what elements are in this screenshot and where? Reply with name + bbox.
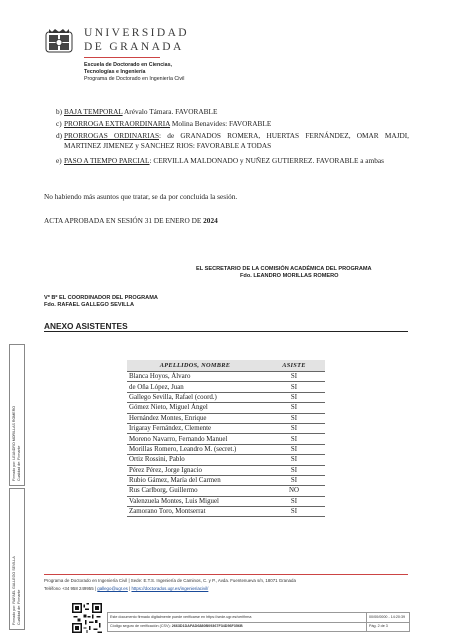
- table-row: [127, 382, 325, 392]
- footer-website-link[interactable]: https://doctorados.ugr.es/ingenieriacivil/: [131, 586, 209, 591]
- footer-contact: [44, 586, 208, 591]
- table-row: [127, 486, 325, 496]
- attendee-name: Hernández Montes, Enrique: [127, 413, 263, 423]
- attendance-value: SI: [263, 475, 325, 485]
- coordinator-name: Fdo. RAFAEL GALLEGO SEVILLA: [44, 302, 135, 308]
- signature-strip-role: Cualidad de: Firmante: [17, 589, 21, 625]
- attendance-value: SI: [263, 507, 325, 517]
- attendee-name: Morillas Romero, Leandro M. (secret.): [127, 444, 263, 454]
- table-row: [127, 434, 325, 444]
- attendance-value: SI: [263, 496, 325, 506]
- item-text: Arévalo Támara. FAVORABLE: [122, 107, 218, 116]
- item-label: PRORROGAS ORDINARIAS: [64, 131, 160, 140]
- table-row: [127, 403, 325, 413]
- attendee-name: Valenzuela Montes, Luis Miguel: [127, 496, 263, 506]
- approval-line: [44, 216, 218, 225]
- attendee-name: Gómez Nieto, Miguel Ángel: [127, 403, 263, 413]
- attendee-name: Ortiz Rossini, Pablo: [127, 455, 263, 465]
- attendee-name: de Oña López, Juan: [127, 382, 263, 392]
- list-item: [56, 119, 409, 129]
- attendee-name: Rubio Gámez, María del Carmen: [127, 475, 263, 485]
- university-crest-logo: [44, 26, 74, 56]
- attendance-value: SI: [263, 392, 325, 402]
- header-divider: [84, 57, 160, 58]
- attendance-value: SI: [263, 455, 325, 465]
- footer-phone: Teléfono +34 958 249955 |: [44, 586, 97, 591]
- attendance-value: SI: [263, 372, 325, 382]
- attendance-value: SI: [263, 434, 325, 444]
- list-item: [56, 156, 409, 166]
- verification-csv-label: Código seguro de verificación (CSV):: [110, 624, 172, 628]
- list-marker: c): [56, 119, 62, 128]
- page-number: Pág. 2 de 3: [369, 624, 388, 628]
- column-header-attends: ASISTE: [263, 360, 325, 372]
- secretary-name: Fdo. LEANDRO MORILLAS ROMERO: [240, 273, 339, 279]
- university-name-line2: DE GRANADA: [84, 41, 184, 53]
- table-row: [127, 372, 325, 382]
- footer-separator: |: [129, 586, 131, 591]
- item-text: : de GRANADOS ROMERA, HUERTAS FERNÁNDEZ, OMAR MAJDI, MARTINEZ JIMENEZ y SANCHEZ RIOS: FAVORABLE A TODAS: [64, 131, 409, 150]
- signature-strip-coordinator: [9, 488, 25, 630]
- item-label: PASO A TIEMPO PARCIAL: [64, 156, 150, 165]
- attendance-value: SI: [263, 413, 325, 423]
- annex-divider: [44, 331, 408, 332]
- list-marker: b): [56, 107, 63, 116]
- footer-address: Programa de Doctorado en Ingeniería Civil | Sede: E.T.S. Ingeniería de Caminos, C. y P., Avda. Fuentenueva s/n, 18071 Granada: [44, 578, 296, 583]
- school-name-line2: Tecnologías e Ingeniería: [84, 69, 146, 75]
- attendee-name: Rus Carlborg, Guillermo: [127, 486, 263, 496]
- attendance-value: SI: [263, 444, 325, 454]
- item-label: BAJA TEMPORAL: [64, 107, 123, 116]
- verification-box: [107, 612, 410, 632]
- attendee-name: Pérez Pérez, Jorge Ignacio: [127, 465, 263, 475]
- table-row: [127, 444, 325, 454]
- table-row: [127, 413, 325, 423]
- coordinator-title: Vº Bº EL COORDINADOR DEL PROGRAMA: [44, 295, 158, 301]
- attendance-value: SI: [263, 382, 325, 392]
- list-item: [56, 107, 409, 117]
- qr-code-icon: [72, 603, 102, 633]
- verification-date: 00/00/0000 - 14:20:39: [369, 615, 406, 619]
- attendance-value: SI: [263, 403, 325, 413]
- program-name: Programa de Doctorado en Ingeniería Civil: [84, 76, 185, 82]
- attendee-name: Blanca Hoyos, Álvaro: [127, 372, 263, 382]
- item-label: PRORROGA EXTRAORDINARIA: [64, 119, 171, 128]
- list-item: [56, 131, 409, 151]
- approval-year: 2024: [203, 216, 218, 225]
- table-row: [127, 475, 325, 485]
- closing-text: No habiendo más asuntos que tratar, se da por concluida la sesión.: [44, 192, 238, 201]
- attendance-value: SI: [263, 465, 325, 475]
- column-header-name: APELLIDOS, NOMBRE: [127, 360, 263, 372]
- attendee-name: Moreno Navarro, Fernando Manuel: [127, 434, 263, 444]
- verification-divider: [108, 622, 409, 623]
- list-marker: e): [56, 156, 62, 165]
- signature-strip-text: Firmado por: LEANDRO MORILLAS ROMERO: [12, 405, 16, 481]
- school-name-line1: Escuela de Doctorado en Ciencias,: [84, 62, 173, 68]
- table-header-row: [127, 360, 325, 372]
- table-row: [127, 507, 325, 517]
- list-marker: d): [56, 131, 63, 140]
- attendee-name: Zamorano Toro, Montserrat: [127, 507, 263, 517]
- footer-divider: [44, 574, 408, 575]
- attendee-name: Irigaray Fernández, Clemente: [127, 423, 263, 433]
- verification-url-text: Este documento firmado digitalmente puede verificarse en https://sede.ugr.es/verifirma: [110, 615, 252, 619]
- annex-title: ANEXO ASISTENTES: [44, 321, 128, 331]
- table-row: [127, 455, 325, 465]
- table-row: [127, 465, 325, 475]
- table-row: [127, 392, 325, 402]
- attendance-value: SI: [263, 423, 325, 433]
- signature-strip-secretary: [9, 344, 25, 486]
- verification-csv-line: [110, 624, 243, 628]
- item-text: : CERVILLA MALDONADO y NUÑEZ GUTIERREZ. FAVORABLE a ambas: [149, 156, 384, 165]
- item-text: Molina Benavides: FAVORABLE: [170, 119, 272, 128]
- attendee-name: Gallego Sevilla, Rafael (coord.): [127, 392, 263, 402]
- verification-csv-code: 2663D1DAFAD6880B09367F34D56F356B: [171, 624, 243, 628]
- secretary-title: EL SECRETARIO DE LA COMISIÓN ACADÉMICA DEL PROGRAMA: [196, 266, 372, 272]
- university-name-line1: UNIVERSIDAD: [84, 27, 189, 39]
- signature-strip-role: Cualidad de: Firmante: [17, 445, 21, 481]
- footer-email-link[interactable]: gallego@ugr.es: [97, 586, 128, 591]
- attendance-value: NO: [263, 486, 325, 496]
- attendees-table: [127, 360, 325, 517]
- table-row: [127, 423, 325, 433]
- signature-strip-text: Firmado por: RAFAEL GALLEGO SEVILLA: [12, 556, 16, 625]
- table-row: [127, 496, 325, 506]
- approval-text: ACTA APROBADA EN SESIÓN 31 DE ENERO DE: [44, 216, 204, 225]
